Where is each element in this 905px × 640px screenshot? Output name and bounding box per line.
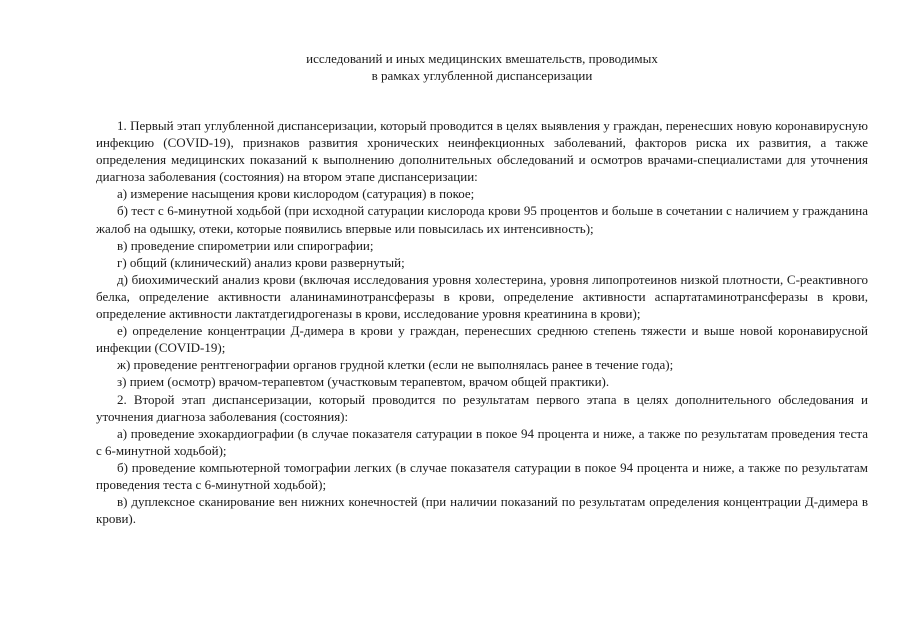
- stage2-intro-paragraph: 2. Второй этап диспансеризации, который проводится по результатам первого этапа в целях дополнительного обследования и уточнения диагноза заболевания (состояния):: [96, 391, 868, 424]
- stage1-item-z: з) прием (осмотр) врачом-терапевтом (участковым терапевтом, врачом общей практики).: [117, 374, 610, 390]
- stage1-item-a: а) измерение насыщения крови кислородом (сатурация) в покое;: [117, 186, 475, 202]
- stage2-item-v: в) дуплексное сканирование вен нижних конечностей (при наличии показаний по результатам определения концентрации Д-димера в крови).: [96, 494, 868, 527]
- stage1-item-zh: ж) проведение рентгенографии органов грудной клетки (если не выполнялась ранее в течение года);: [117, 357, 674, 373]
- heading-line-1: исследований и иных медицинских вмешательств, проводимых: [306, 51, 658, 66]
- stage1-item-b: б) тест с 6-минутной ходьбой (при исходной сатурации кислорода крови 95 процентов и больше в сочетании с наличием у гражданина жалоб на одышку, отеки, которые появились впервые или повысилась их интенсивность);: [96, 203, 868, 236]
- stage2-item-list: [96, 425, 868, 528]
- stage2-item-b: б) проведение компьютерной томографии легких (в случае показателя сатурации в покое 94 процента и ниже, а также по результатам проведения теста с 6-минутной ходьбой);: [96, 459, 868, 492]
- stage1-item-e: е) определение концентрации Д-димера в крови у граждан, перенесших среднюю степень тяжести и выше новой коронавирусной инфекции (COVID-19);: [96, 323, 868, 356]
- stage1-item-v: в) проведение спирометрии или спирографии;: [117, 237, 374, 253]
- stage1-item-g: г) общий (клинический) анализ крови развернутый;: [117, 254, 405, 270]
- document-heading: [96, 50, 868, 84]
- stage1-item-d: д) биохимический анализ крови (включая исследования уровня холестерина, уровня липопротеинов низкой плотности, С-реактивного белка, определение активности аланинаминотрансферазы в крови, определение активности аспартатаминотрансферазы в крови, определение активности лактатдегидрогеназы в крови, исследование уровня креатинина в крови);: [96, 271, 868, 322]
- document-body: [96, 117, 868, 527]
- stage1-intro-paragraph: 1. Первый этап углубленной диспансеризации, который проводится в целях выявления у граждан, перенесших новую коронавирусную инфекцию (COVID-19), признаков развития хронических неинфекционных заболеваний, факторов риска их развития, а также определения медицинских показаний к выполнению дополнительных обследований и осмотров врачами-специалистами для уточнения диагноза заболевания (состояния) на втором этапе диспансеризации:: [96, 118, 868, 185]
- stage1-item-list: [96, 185, 868, 390]
- heading-line-2: в рамках углубленной диспансеризации: [371, 68, 593, 83]
- stage2-item-a: а) проведение эхокардиографии (в случае показателя сатурации в покое 94 процента и ниже, а также по результатам проведения теста с 6-минутной ходьбой);: [96, 425, 868, 458]
- document-page: [96, 50, 868, 527]
